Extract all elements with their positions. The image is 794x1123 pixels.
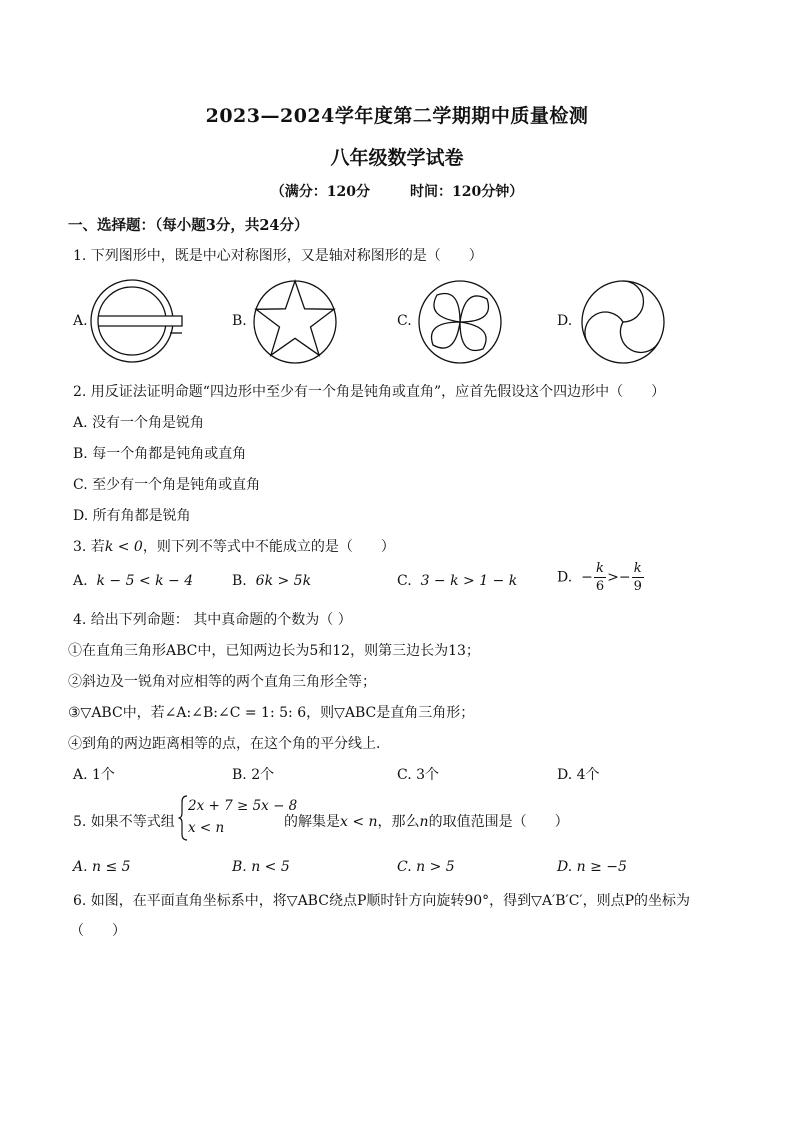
q3-stem-post: ，则下列不等式中不能成立的是（ ） (142, 539, 395, 555)
q1-option-b-label: B. (232, 313, 247, 329)
q4-stem: 4. 给出下列命题： 其中真命题的个数为（ ） (73, 612, 352, 628)
q5-option-a: A. n ≤ 5 (73, 859, 131, 875)
q3-frac1-num: k (594, 562, 606, 578)
q3-option-b-label: B. (232, 573, 247, 589)
q3-option-b-expr: 6k > 5k (255, 573, 312, 589)
exam-subtitle: 八年级数学试卷 (330, 147, 464, 169)
q3-condition: k < 0 (104, 539, 143, 555)
star-circle-icon (250, 277, 340, 367)
q2-stem: 2. 用反证法证明命题“四边形中至少有一个角是钝角或直角”，应首先假设这个四边形中（ ） (73, 384, 666, 400)
q4-item-4: ④到角的两边距离相等的点，在这个角的平分线上． (68, 736, 390, 752)
q6-stem-line1: 6. 如图，在平面直角坐标系中，将▽ABC绕点P顺时针方向旋转90°，得到▽A′B′C′，则点P的坐标为 (73, 893, 691, 909)
q1-stem: 1. 下列图形中，既是中心对称图形，又是轴对称图形的是（ ） (73, 248, 483, 264)
q4-option-b: B. 2个 (232, 767, 275, 783)
full-score: 满分：120分 (284, 184, 370, 200)
q2-option-b: B. 每一个角都是钝角或直角 (73, 446, 247, 462)
q3-option-b (232, 573, 311, 589)
q5-inequality-1: 2x + 7 ≥ 5x − 8 (188, 798, 298, 814)
q3-option-c (397, 573, 517, 589)
q3-stem-pre: 3. 若 (73, 539, 105, 555)
q3-option-d-gt: >− (607, 569, 631, 586)
q1-option-d-label: D. (557, 313, 573, 329)
q5-option-b: B. n < 5 (232, 859, 290, 875)
q4-option-c: C. 3个 (397, 767, 440, 783)
exam-title: 2023—2024学年度第二学期期中质量检测 (205, 105, 589, 127)
section-title: 一、选择题：（每小题3分，共24分） (68, 217, 309, 234)
e-letter-circle-icon (88, 277, 184, 365)
q1-option-a-label: A. (73, 313, 88, 329)
q3-option-d-label: D. (557, 569, 573, 586)
exam-time: 时间：120分钟 (410, 184, 510, 200)
q5-option-d: D. n ≥ −5 (557, 859, 627, 875)
three-swirl-circle-icon (578, 277, 668, 367)
q3-stem (73, 536, 395, 556)
q5-stem-post: 的取值范围是（ ） (428, 814, 569, 830)
q6-stem-line2: （ ） (70, 923, 126, 939)
left-brace-icon (178, 795, 188, 841)
q1-option-c-label: C. (397, 313, 412, 329)
q3-option-d-minus: − (581, 569, 593, 586)
q5-stem-mid: 的解集是 (284, 814, 340, 830)
q5-variable: n (419, 814, 429, 830)
q3-option-a (73, 573, 193, 589)
q3-option-a-label: A. (73, 573, 88, 589)
q5-stem-mid2: ，那么 (377, 814, 420, 830)
q4-item-2: ②斜边及一锐角对应相等的两个直角三角形全等； (68, 674, 376, 690)
q3-frac2-den: 9 (633, 579, 642, 594)
exam-info: （满分：120分 时间：120分钟） (270, 184, 524, 200)
q3-option-d-frac2 (632, 562, 644, 593)
q5-inequality-2: x < n (188, 820, 225, 836)
q2-option-a: A. 没有一个角是锐角 (73, 415, 205, 431)
q3-frac1-den: 6 (595, 579, 605, 594)
q5-solution: x < n (340, 814, 378, 830)
q3-option-a-expr: k − 5 < k − 4 (96, 573, 194, 589)
q3-option-d (557, 562, 645, 593)
q4-option-d: D. 4个 (557, 767, 600, 783)
q5-stem-rest (284, 811, 569, 831)
q2-option-d: D. 所有角都是锐角 (73, 508, 191, 524)
q3-option-d-frac1 (594, 562, 606, 593)
q4-option-a: A. 1个 (73, 767, 115, 783)
q4-item-3: ③▽ABC中，若∠A:∠B:∠C = 1: 5: 6，则▽ABC是直角三角形； (68, 705, 475, 721)
q2-option-c: C. 至少有一个角是钝角或直角 (73, 477, 261, 493)
q3-frac2-num: k (632, 562, 644, 578)
q3-option-c-expr: 3 − k > 1 − k (420, 573, 518, 589)
q5-stem-pre: 5. 如果不等式组 (73, 814, 175, 830)
q5-option-c: C. n > 5 (397, 859, 455, 875)
q3-option-c-label: C. (397, 573, 412, 589)
four-petal-circle-icon (415, 277, 505, 367)
q5-inequality-system (178, 795, 297, 839)
q4-item-1: ①在直角三角形ABC中，已知两边长为5和12，则第三边长为13； (68, 643, 480, 659)
